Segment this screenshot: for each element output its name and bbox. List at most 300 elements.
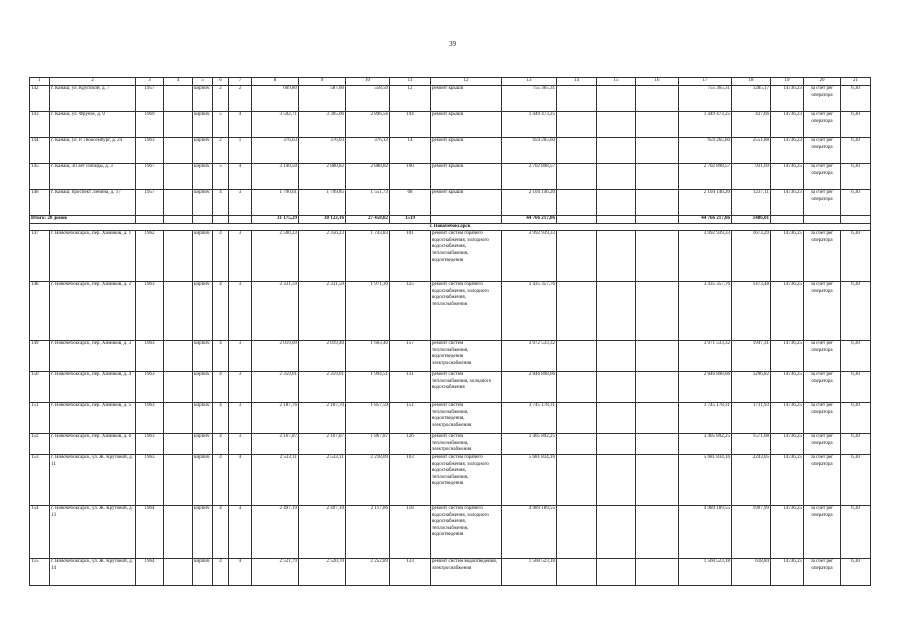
empty-cell [164,216,193,224]
row-number: 147 [30,231,50,282]
floors-cell: 4 [213,231,229,282]
unit-cost-cell: 2551,88 [732,138,771,164]
total-cost: 44 766 217,86 [502,216,557,224]
year-cell: 1967 [136,164,164,190]
empty-cell [164,505,193,558]
residents-cell: 14 [390,138,431,164]
empty-cell [193,216,213,224]
floors-cell: 4 [213,282,229,341]
payer-cell: за счет рег оператора [804,341,841,372]
material-cell: кирпич [193,231,213,282]
entrances-cell: 4 [229,164,252,190]
year-cell: 1963 [136,138,164,164]
empty-cell [636,403,679,434]
total-cost-2: 44 766 217,86 [679,216,732,224]
rate-cell: 6,30 [841,505,871,558]
column-number: 3 [136,78,164,86]
material-cell: кирпич [193,282,213,341]
area-cell: 587,60 [299,86,346,112]
payer-cell: за счет рег оператора [804,164,841,190]
empty-cell [636,216,679,224]
row-number: 154 [30,505,50,558]
rate-cell: 6,30 [841,454,871,505]
cost-cell: 755 365,31 [502,86,557,112]
total-unit-cost: 1486,01 [732,216,771,224]
payer-cell: за счет рег оператора [804,86,841,112]
unit-cost-cell: 1997,99 [732,505,771,558]
cost-total-cell: 1 560 523,18 [679,558,732,585]
floors-cell: 5 [213,112,229,138]
empty-cell [597,216,636,224]
entrances-cell: 3 [229,341,252,372]
table-row [30,164,871,190]
floors-cell: 4 [213,434,229,455]
empty-cell [597,231,636,282]
residents-cell: 118 [390,505,431,558]
table-row [30,138,871,164]
material-cell: кирпич [193,505,213,558]
empty-cell [557,434,597,455]
empty-cell [636,505,679,558]
empty-cell [597,164,636,190]
floors-cell: 2 [213,138,229,164]
living-area-cell: 558,50 [346,86,390,112]
empty-cell [597,190,636,216]
area-cell: 3 305,06 [299,112,346,138]
cost-total-cell: 2 846 898,66 [679,372,732,403]
column-number: 12 [431,78,502,86]
table-row [30,190,871,216]
rate-cell: 6,30 [841,434,871,455]
empty-cell [164,190,193,216]
cost-total-cell: 3 971 533,32 [679,341,732,372]
entrances-cell: 3 [229,282,252,341]
rate-cell: 6,30 [841,372,871,403]
column-number: 16 [636,78,679,86]
table-row [30,454,871,505]
table-row [30,231,871,282]
empty-cell [636,112,679,138]
work-type-cell: ремонт систем горячего водоснабжения, холодного водоснабжения, теплоснабжения [431,282,502,341]
work-type-cell: ремонт систем горячего водоснабжения, холодного водоснабжения, теплоснабжения, водоотведения [431,454,502,505]
area-cell: 2 356,23 [299,231,346,282]
living-area-cell: 1 663,40 [346,341,390,372]
cost-total-cell: 3 745 178,31 [679,403,732,434]
floors-cell: 4 [213,403,229,434]
entrances-cell: 3 [229,231,252,282]
empty-cell [557,112,597,138]
limit-cost-cell: 14736,25 [771,164,804,190]
column-number: 11 [390,78,431,86]
empty-cell [164,558,193,585]
table-row [30,341,871,372]
work-type-cell: ремонт систем горячего водоснабжения, холодного водоснабжения, теплоснабжения, водоотведения [431,231,502,282]
entrances-cell: 3 [229,372,252,403]
material-cell: кирпич [193,403,213,434]
empty-cell [164,112,193,138]
cost-cell: 3 992 939,33 [502,231,557,282]
empty-cell [164,164,193,190]
total-area-cell: 2 187,76 [252,403,299,434]
empty-cell [164,86,193,112]
living-area-cell: 1 994,51 [346,372,390,403]
unit-cost-cell: 1473,48 [732,282,771,341]
residents-cell: 12 [390,86,431,112]
column-number: 19 [771,78,804,86]
limit-cost-cell: 14736,23 [771,138,804,164]
work-type-cell: ремонт крыши [431,164,502,190]
residents-cell: 100 [390,164,431,190]
payer-cell: за счет рег оператора [804,112,841,138]
table-row [30,505,871,558]
empty-cell [597,558,636,585]
living-area-cell: 2 896,56 [346,112,390,138]
cost-total-cell: 3 435 357,76 [679,282,732,341]
empty-cell [164,341,193,372]
empty-cell [636,282,679,341]
entrances-cell: 2 [229,86,252,112]
column-number: 18 [732,78,771,86]
unit-cost-cell: 1296,82 [732,372,771,403]
area-cell: 2 187,70 [299,403,346,434]
column-number: 21 [841,78,871,86]
section-row [30,223,871,231]
unit-cost-cell: 437,66 [732,112,771,138]
empty-cell [597,372,636,403]
unit-cost-cell: 1673,29 [732,231,771,282]
limit-cost-cell: 14736,25 [771,403,804,434]
total-area-cell: 3 592,71 [252,112,299,138]
material-cell: кирпич [193,372,213,403]
entrances-cell: 4 [229,558,252,585]
limit-cost-cell: 14736,23 [771,86,804,112]
living-area-cell: 1 743,83 [346,231,390,282]
unit-cost-cell: 1947,31 [732,341,771,372]
cost-total-cell: 4 989 189,55 [679,505,732,558]
entrances-cell: 3 [229,434,252,455]
year-cell: 1963 [136,282,164,341]
work-type-cell: ремонт систем горячего водоснабжения, холодного водоснабжения, теплоснабжения, водоотведения [431,505,502,558]
empty-cell [841,216,871,224]
table-row [30,434,871,455]
rate-cell: 6,30 [841,86,871,112]
empty-cell [557,403,597,434]
empty-cell [636,434,679,455]
year-cell: 1963 [136,454,164,505]
floors-cell: 4 [213,341,229,372]
empty-cell [636,190,679,216]
payer-cell: за счет рег оператора [804,454,841,505]
limit-cost-cell: 14736,25 [771,231,804,282]
limit-cost-cell: 14736,25 [771,505,804,558]
table-row [30,86,871,112]
payer-cell: за счет рег оператора [804,282,841,341]
living-area-cell: 2 117,86 [346,505,390,558]
area-cell: 376,03 [299,138,346,164]
total-residents: 1519 [390,216,431,224]
payer-cell: за счет рег оператора [804,138,841,164]
residents-cell: 101 [390,231,431,282]
area-cell: 2 880,82 [299,164,346,190]
living-area-cell: 376,13 [346,138,390,164]
column-number: 9 [299,78,346,86]
address-cell: г. Новочебоксарск, пер. Химиков, д. 6 [50,434,136,455]
unit-cost-cell: 618,84 [732,558,771,585]
empty-cell [636,138,679,164]
total-area-cell: 1 790,61 [252,190,299,216]
rate-cell: 6,30 [841,138,871,164]
row-number: 146 [30,190,50,216]
work-type-cell: ремонт крыши [431,112,502,138]
empty-cell [164,138,193,164]
column-number: 5 [193,78,213,86]
address-cell: г. Новочебоксарск, ул. Ж. Крутовой, д. 13 [50,505,136,558]
column-number: 13 [502,78,557,86]
limit-cost-cell: 14736,25 [771,341,804,372]
material-cell: кирпич [193,190,213,216]
payer-cell: за счет рег оператора [804,190,841,216]
residents-cell: 68 [390,190,431,216]
year-cell: 1957 [136,190,164,216]
empty-cell [164,372,193,403]
entrances-cell: 1 [229,138,252,164]
total-area-cell: 2 590,23 [252,231,299,282]
cost-total-cell: 2 702 898,57 [679,164,732,190]
cost-cell: 5 681 834,16 [502,454,557,505]
payer-cell: за счет рег оператора [804,434,841,455]
entrances-cell: 3 [229,403,252,434]
area-cell: 2 533,11 [299,454,346,505]
empty-cell [164,454,193,505]
empty-cell [636,372,679,403]
total-area-cell: 2 359,01 [252,372,299,403]
empty-cell [229,216,252,224]
total-row [30,216,871,224]
cost-total-cell: 3 405 892,25 [679,434,732,455]
material-cell: кирпич [193,164,213,190]
page-number: 39 [449,40,456,48]
limit-cost-cell: 14736,25 [771,372,804,403]
payer-cell: за счет рег оператора [804,372,841,403]
cost-cell: 3 405 892,25 [502,434,557,455]
floors-cell: 4 [213,372,229,403]
payer-cell: за счет рег оператора [804,231,841,282]
address-cell: г. Канаш, 30 лет Победы, д. 3 [50,164,136,190]
column-number: 2 [50,78,136,86]
row-number: 143 [30,112,50,138]
empty-cell [597,341,636,372]
cost-cell: 3 745 178,31 [502,403,557,434]
empty-cell [597,505,636,558]
cost-total-cell: 755 365,31 [679,86,732,112]
section-title: г. Новочебоксарск [30,223,871,231]
address-cell: г. Канаш, ул. Р. Люксембург, д. 24 [50,138,136,164]
empty-cell [557,231,597,282]
year-cell: 1957 [136,86,164,112]
address-cell: г. Канаш, проспект Ленина, д. 17 [50,190,136,216]
empty-cell [557,454,597,505]
address-cell: г. Новочебоксарск, ул. Ж. Крутовой, д. 14 [50,558,136,585]
address-cell: г. Новочебоксарск, пер. Химиков, д. 4 [50,372,136,403]
empty-cell [597,282,636,341]
empty-cell [636,558,679,585]
cost-total-cell: 959 265,60 [679,138,732,164]
table-row [30,403,871,434]
cost-total-cell: 2 104 146,20 [679,190,732,216]
cost-cell: 1 560 523,18 [502,558,557,585]
material-cell: кирпич [193,86,213,112]
total-area-2: 30 123,16 [299,216,346,224]
cost-cell: 2 104 146,20 [502,190,557,216]
address-cell: г. Новочебоксарск, пер. Химиков, д. 2 [50,282,136,341]
address-cell: г. Канаш, ул. Фрунзе, д. 9 [50,112,136,138]
empty-cell [164,282,193,341]
empty-cell [636,164,679,190]
area-cell: 2 497,10 [299,505,346,558]
unit-cost-cell: 931,69 [732,164,771,190]
floors-cell: 4 [213,190,229,216]
work-type-cell: ремонт систем водоотведения, электроснабжения [431,558,502,585]
cost-cell: 959 265,60 [502,138,557,164]
column-number: 1 [30,78,50,86]
year-cell: 1963 [136,403,164,434]
living-area-cell: 2 218,09 [346,454,390,505]
row-number: 148 [30,282,50,341]
living-area-cell: 1 971,30 [346,282,390,341]
work-type-cell: ремонт крыши [431,86,502,112]
empty-cell [557,86,597,112]
area-cell: 2 520,70 [299,558,346,585]
unit-cost-cell: 1571,08 [732,434,771,455]
payer-cell: за счет рег оператора [804,403,841,434]
total-area-cell: 2 521,79 [252,558,299,585]
total-area-cell: 376,63 [252,138,299,164]
rate-cell: 6,30 [841,341,871,372]
cost-total-cell: 5 681 834,16 [679,454,732,505]
total-area-cell: 2 497,19 [252,505,299,558]
rate-cell: 6,30 [841,231,871,282]
column-number: 7 [229,78,252,86]
work-type-cell: ремонт систем теплоснабжения, водоотведения, электроснабжения [431,403,502,434]
year-cell: 1963 [136,434,164,455]
material-cell: кирпич [193,434,213,455]
table-row [30,372,871,403]
area-cell: 2 019,40 [299,341,346,372]
address-cell: г. Канаш, ул. Крупской, д. 7 [50,86,136,112]
empty-cell [636,231,679,282]
empty-cell [136,216,164,224]
total-area-cell: 2 019,09 [252,341,299,372]
payer-cell: за счет рег оператора [804,558,841,585]
empty-cell [557,190,597,216]
row-number: 149 [30,341,50,372]
living-area-cell: 1 867,87 [346,434,390,455]
total-living-area: 27 458,82 [346,216,390,224]
entrances-cell: 4 [229,505,252,558]
material-cell: кирпич [193,341,213,372]
empty-cell [557,282,597,341]
rate-cell: 6,30 [841,164,871,190]
cost-cell: 3 435 357,76 [502,282,557,341]
register-table [29,77,871,586]
area-cell: 1 709,85 [299,190,346,216]
floors-cell: 5 [213,164,229,190]
material-cell: кирпич [193,454,213,505]
empty-cell [804,216,841,224]
empty-cell [771,216,804,224]
year-cell: 1964 [136,558,164,585]
cost-total-cell: 3 992 939,33 [679,231,732,282]
cost-cell: 1 449 473,25 [502,112,557,138]
living-area-cell: 1 551,73 [346,190,390,216]
limit-cost-cell: 14736,25 [771,434,804,455]
empty-cell [557,558,597,585]
address-cell: г. Новочебоксарск, пер. Химиков, д. 3 [50,341,136,372]
material-cell: кирпич [193,138,213,164]
empty-cell [597,86,636,112]
limit-cost-cell: 14736,25 [771,558,804,585]
residents-cell: 151 [390,403,431,434]
rate-cell: 6,30 [841,112,871,138]
address-cell: г. Новочебоксарск, пер. Химиков, д. 5 [50,403,136,434]
limit-cost-cell: 14736,25 [771,454,804,505]
year-cell: 1964 [136,505,164,558]
column-number: 20 [804,78,841,86]
empty-cell [597,403,636,434]
residents-cell: 157 [390,341,431,372]
empty-cell [636,86,679,112]
row-number: 150 [30,372,50,403]
work-type-cell: ремонт систем теплоснабжения, холодного водоснабжения [431,372,502,403]
entrances-cell: 4 [229,454,252,505]
work-type-cell: ремонт систем теплоснабжения, водоотведения электроснабжения [431,341,502,372]
row-number: 142 [30,86,50,112]
unit-cost-cell: 1285,17 [732,86,771,112]
floors-cell: 2 [213,86,229,112]
empty-cell [597,138,636,164]
empty-cell [557,341,597,372]
empty-cell [557,164,597,190]
table-body [30,78,871,586]
cost-total-cell: 1 449 473,25 [679,112,732,138]
row-number: 152 [30,434,50,455]
unit-cost-cell: 1237,11 [732,190,771,216]
address-cell: г. Новочебоксарск, ул. Ж. Крутовой, д. 11 [50,454,136,505]
work-type-cell: ремонт крыши [431,190,502,216]
empty-cell [597,112,636,138]
living-area-cell: 2 888,82 [346,164,390,190]
residents-cell: 194 [390,112,431,138]
empty-cell [164,231,193,282]
floors-cell: 4 [213,454,229,505]
empty-cell [636,341,679,372]
limit-cost-cell: 14736,23 [771,112,804,138]
row-number: 151 [30,403,50,434]
table-row [30,282,871,341]
cost-cell: 2 846 898,66 [502,372,557,403]
cost-cell: 3 972 533,32 [502,341,557,372]
cost-cell: 4 989 189,55 [502,505,557,558]
column-number-row [30,78,871,86]
empty-cell [597,454,636,505]
year-cell: 1969 [136,112,164,138]
unit-cost-cell: 1711,93 [732,403,771,434]
total-label: Итого: 20 домов [30,216,136,224]
column-number: 6 [213,78,229,86]
material-cell: кирпич [193,112,213,138]
rate-cell: 6,30 [841,403,871,434]
total-area-cell: 609,80 [252,86,299,112]
